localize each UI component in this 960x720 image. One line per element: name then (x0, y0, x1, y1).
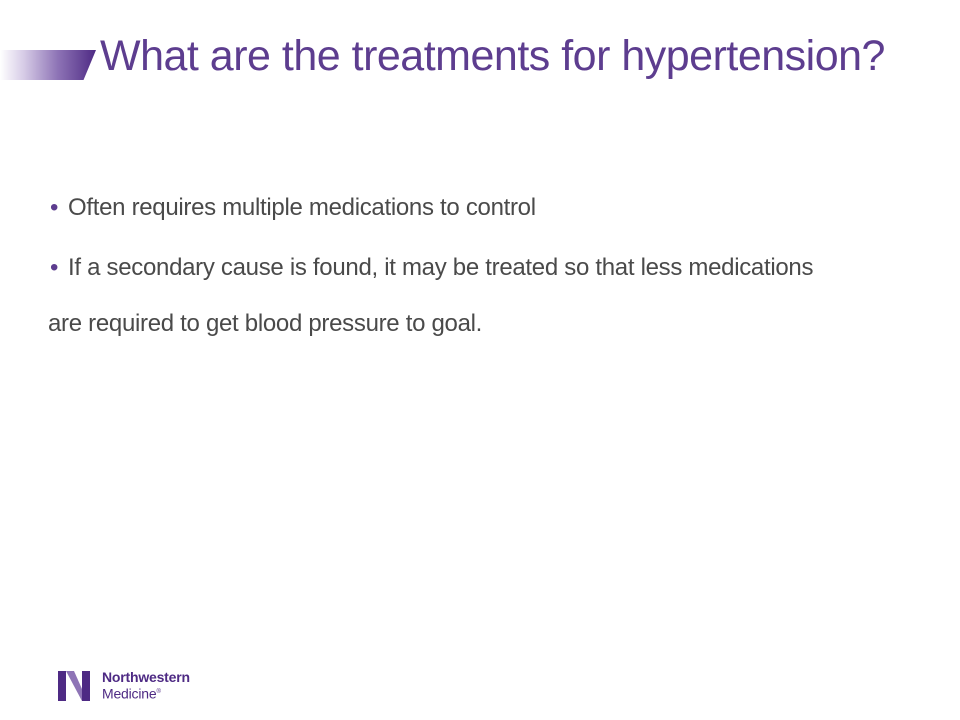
title-accent-bar (0, 50, 96, 80)
logo-line1: Northwestern (102, 669, 190, 685)
bullet-dot-icon: • (50, 194, 59, 221)
bullet-item (48, 240, 848, 352)
logo-text (102, 670, 190, 702)
logo-line2-text: Medicine (102, 685, 157, 702)
bullet-item (48, 190, 848, 226)
northwestern-medicine-logo-icon (58, 671, 96, 701)
slide-title: What are the treatments for hypertension? (100, 32, 885, 80)
registered-mark: ® (156, 689, 161, 695)
northwestern-medicine-logo (58, 670, 190, 702)
logo-line2 (102, 685, 190, 702)
bullet-text: If a secondary cause is found, it may be treated so that less medications are required to get blood pressure to goal. (48, 254, 814, 337)
bullet-text: Often requires multiple medications to control (68, 194, 536, 221)
bullet-dot-icon: • (50, 254, 59, 281)
bullet-list (48, 190, 848, 374)
